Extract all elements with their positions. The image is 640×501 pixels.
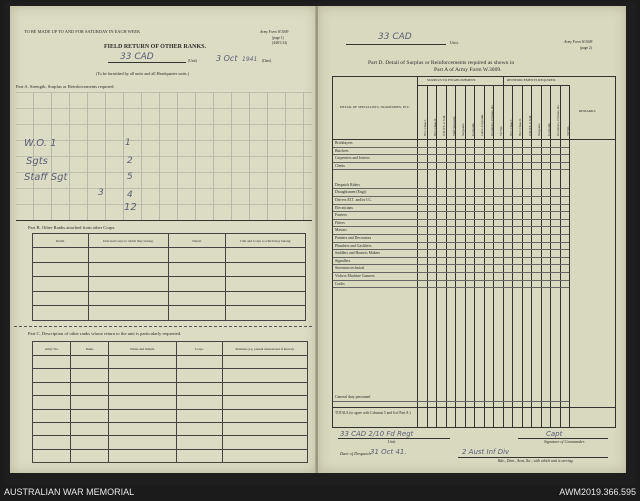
part-a-hw-num-1: 1 bbox=[125, 138, 131, 148]
group-reinforcements: REINFORCEMENTS REQUIRED. bbox=[507, 78, 557, 82]
part-c-header-army-no: Army No. bbox=[33, 342, 71, 356]
trade-row: Despatch Riders bbox=[335, 182, 360, 187]
column-header: W.O. Class II. bbox=[432, 117, 437, 136]
form-title: FIELD RETURN OF OTHER RANKS. bbox=[104, 44, 206, 50]
detail-column-divider bbox=[417, 77, 418, 427]
part-c-header-corps: Corps. bbox=[176, 342, 222, 356]
column-header: Sergeants. bbox=[461, 122, 465, 136]
right-form-page: (page 2) bbox=[580, 46, 592, 50]
footer-right: AWM2019.366.595 bbox=[559, 487, 636, 497]
left-page bbox=[10, 6, 316, 473]
formation-handwritten: 2 Aust Inf Div bbox=[462, 448, 510, 456]
despatch-label: Date of Despatch bbox=[340, 451, 371, 456]
part-d-line-1: Part D. Detail of Surplus or Reinforcements required as shown in bbox=[368, 60, 515, 66]
part-a-bottom-rule bbox=[16, 220, 312, 221]
unit-handwritten: 33 CAD bbox=[120, 52, 154, 62]
trade-row: Vickers Machine Gunners bbox=[335, 274, 375, 278]
right-unit-handwritten: 33 CAD bbox=[378, 32, 412, 42]
column-header: Drummers, Privates, &c. bbox=[556, 104, 560, 136]
part-c-header-remarks: Remarks (e.g. present whereabouts if known). bbox=[222, 342, 307, 356]
column-header: Drummers, Privates, &c. bbox=[489, 104, 494, 136]
part-c-heading: Part C. Description of other ranks whose return to the unit is particularly requested. bbox=[28, 331, 182, 336]
footer-left: AUSTRALIAN WAR MEMORIAL bbox=[4, 487, 135, 497]
part-d-table bbox=[332, 76, 616, 428]
part-d-line-2: Part A of Army Form W.3009. bbox=[434, 67, 502, 73]
part-c-header-name: Name and Initials. bbox=[109, 342, 176, 356]
trade-row: Butchers bbox=[335, 148, 349, 153]
trade-row: Painters and Decorators bbox=[335, 236, 372, 240]
formation-label: Bde., Divn., Area, &c., with which unit is serving. bbox=[498, 459, 574, 463]
trade-row: Drivers M.T. and/or I.C. bbox=[335, 198, 372, 202]
unit-label: (Unit) bbox=[188, 59, 197, 63]
trade-row: Saddlers and Harness Makers bbox=[335, 251, 381, 256]
year-handwritten: 1941 bbox=[242, 56, 258, 63]
part-a-heading: Part A. Strength, Surplus or Reinforcements required. bbox=[16, 84, 115, 89]
part-a-hw-num-3: 5 bbox=[127, 172, 133, 182]
part-b-header-unit-2: Unit and Corps to which they belong. bbox=[226, 234, 306, 248]
column-header: S/SGTS. C.S.M. bbox=[527, 114, 532, 136]
column-header: Corporals. bbox=[546, 122, 551, 136]
trade-row: Cooks bbox=[335, 281, 345, 286]
form-page: (page 1) bbox=[272, 36, 284, 40]
part-b-heading: Part B. Other Ranks attached from other Corps. bbox=[28, 225, 116, 230]
group-surplus: SURPLUS TO ESTABLISHMENT. bbox=[427, 78, 477, 82]
part-a-hw-num-6: 12 bbox=[124, 202, 137, 213]
furnish-note: (To be furnished by all units and all Headquarter units.) bbox=[96, 71, 189, 76]
part-b-header-detail: Detail. bbox=[33, 234, 89, 248]
right-form-ref: Army Form W.3009 bbox=[564, 40, 593, 44]
right-unit-label: Unit. bbox=[450, 40, 459, 45]
part-a-hw-num-2: 2 bbox=[127, 156, 133, 166]
detail-header: DETAIL OF SPECIALISTS, TRADESMEN, ETC. bbox=[340, 105, 410, 109]
trade-row: Clerks bbox=[335, 163, 345, 168]
column-header: Lance-Corporals. bbox=[480, 113, 484, 136]
date-label: (Date). bbox=[262, 59, 273, 63]
part-a-hw-num-5: 4 bbox=[127, 190, 133, 200]
trade-row: Electricians bbox=[335, 205, 353, 210]
totals-row: TOTALS (to agree with Columns 5 and 6 of Part A.) bbox=[335, 411, 411, 415]
part-a-hw-num-4: 3 bbox=[98, 188, 104, 198]
trade-row: Plumbers and Gasfitters bbox=[335, 243, 372, 248]
trade-row: Carpenters and Joiners bbox=[335, 156, 370, 161]
date-handwritten: 3 Oct bbox=[216, 54, 238, 63]
trade-row: Storemen technical bbox=[335, 266, 365, 271]
form-sub: (448/3.34) bbox=[272, 41, 288, 45]
column-header: S/SGTS. C.S.M. bbox=[442, 114, 446, 136]
top-notice: TO BE MADE UP TO AND FOR SATURDAY IN EACH WEEK bbox=[24, 29, 141, 34]
totals-rule bbox=[333, 407, 615, 408]
unit-line bbox=[108, 62, 186, 63]
column-divider bbox=[569, 85, 570, 427]
column-header: W.O. Class I. bbox=[423, 119, 427, 136]
column-header: Sergeants. bbox=[537, 122, 541, 136]
signature-label: Signature of Commander. bbox=[544, 439, 585, 444]
bottom-unit-label: Unit. bbox=[388, 439, 397, 444]
right-unit-line bbox=[346, 44, 446, 45]
trade-row: Fitters bbox=[335, 220, 345, 225]
part-b-header-detail-2: Detail. bbox=[168, 234, 226, 248]
form-ref: Army Form W.3009 bbox=[260, 30, 289, 34]
formation-line bbox=[458, 457, 608, 458]
column-header: W.O. Class II. bbox=[518, 117, 522, 136]
part-a-hw-row-3: Staff Sgt bbox=[24, 172, 68, 183]
right-page bbox=[318, 6, 626, 473]
part-b-header-unit: Unit and Corps to which they belong. bbox=[89, 234, 169, 248]
trade-row: Signallers bbox=[335, 258, 351, 263]
general-duty-row: General duty personnel bbox=[335, 395, 371, 399]
column-header: TOTAL. bbox=[499, 125, 503, 136]
trade-row: Draughtsmen (Engr) bbox=[335, 190, 367, 195]
remarks-header: REMARKS. bbox=[579, 109, 597, 113]
bottom-unit-handwritten: 33 CAD 2/10 Fd Regt bbox=[340, 430, 414, 438]
part-a-area bbox=[16, 92, 312, 220]
column-header: W.O. Class I. bbox=[508, 119, 513, 136]
cut-line bbox=[14, 326, 312, 327]
column-header: Corporals. bbox=[470, 122, 475, 136]
trade-row: Masons bbox=[335, 228, 347, 233]
signature-handwritten: Capt bbox=[546, 430, 563, 438]
trade-row: Farriers bbox=[335, 213, 347, 218]
despatch-handwritten: 31 Oct 41. bbox=[370, 448, 407, 456]
part-b-table bbox=[32, 233, 306, 321]
part-c-table bbox=[32, 341, 308, 463]
column-header: Staff-Sergeants. bbox=[451, 115, 456, 136]
trade-row: Bricklayers bbox=[335, 141, 353, 145]
part-a-hw-row-1: W.O. 1 bbox=[24, 138, 57, 149]
part-a-hw-row-2: Sgts bbox=[26, 156, 48, 167]
part-c-header-rank: Rank. bbox=[71, 342, 109, 356]
column-header: TOTAL. bbox=[565, 125, 570, 136]
